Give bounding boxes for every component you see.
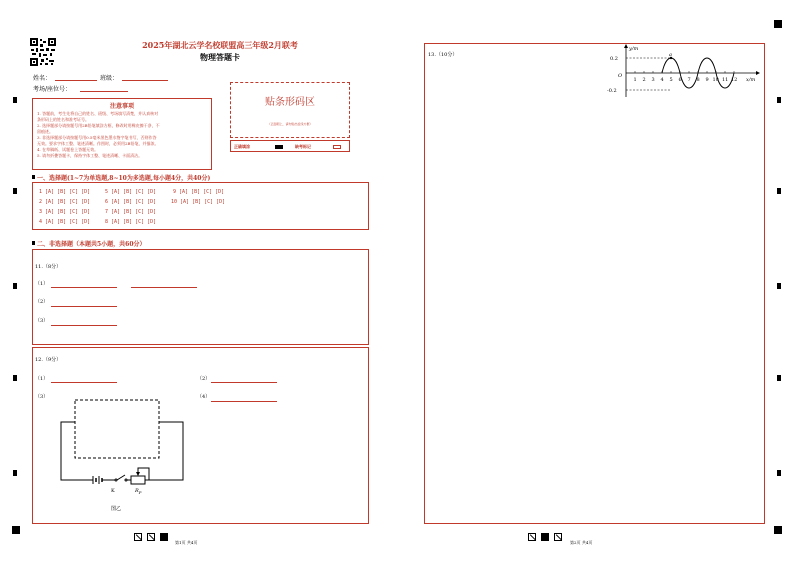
page-number-2: 第2页 共4页 bbox=[570, 540, 593, 545]
page-number-1: 第1页 共4页 bbox=[175, 540, 198, 545]
choice-row[interactable]: 2 [A] [B] [C] [D] bbox=[39, 199, 91, 205]
registration-mark bbox=[13, 375, 17, 381]
section-marker bbox=[32, 175, 35, 179]
absent-mark-label: 缺考标记 bbox=[295, 144, 311, 149]
q12-item: （1） bbox=[35, 376, 49, 382]
circuit-diagram[interactable] bbox=[53, 396, 193, 506]
q12-answer-1[interactable] bbox=[51, 382, 117, 383]
x-tick-label: 3 bbox=[651, 77, 655, 83]
q11-item: （3） bbox=[35, 318, 49, 324]
x-tick-label: 12 bbox=[731, 77, 738, 83]
x-tick-label: 10 bbox=[712, 77, 719, 83]
q12-item: （4） bbox=[197, 394, 211, 400]
q11-answer-2[interactable] bbox=[51, 306, 117, 307]
choice-row[interactable]: 8 [A] [B] [C] [D] bbox=[105, 219, 157, 225]
room-field[interactable] bbox=[80, 91, 128, 92]
corner-mark bbox=[774, 526, 782, 534]
q11-answer-3[interactable] bbox=[51, 325, 117, 326]
page-square bbox=[160, 533, 168, 541]
fill-legend bbox=[230, 140, 350, 152]
barcode-title: 贴条形码区 bbox=[265, 97, 315, 108]
q12-answer-4[interactable] bbox=[211, 401, 277, 402]
q12-item: （3） bbox=[35, 394, 49, 400]
registration-mark bbox=[777, 188, 781, 194]
notice-line: 4. 在草稿纸、试题卷上答题无效。 bbox=[37, 147, 99, 152]
choice-box bbox=[32, 182, 369, 230]
choice-row[interactable]: 10 [A] [B] [C] [D] bbox=[171, 199, 226, 205]
notice-line: 3. 非选择题部分请按题号用0.5毫米黑色墨水签字笔书写，否则作答 bbox=[37, 135, 157, 140]
origin-label: O bbox=[618, 73, 623, 79]
switch-label: K bbox=[111, 488, 115, 494]
absent-mark-box[interactable] bbox=[333, 145, 341, 149]
q12-item: （2） bbox=[197, 376, 211, 382]
point-a-label: a bbox=[669, 52, 672, 58]
x-tick-label: 6 bbox=[678, 77, 682, 83]
registration-mark bbox=[13, 188, 17, 194]
exam-subtitle: 物理答题卡 bbox=[200, 52, 240, 62]
notice-title: 注意事项 bbox=[109, 103, 134, 110]
barcode-note: （正面朝上，请勿贴出虚线方框） bbox=[267, 122, 313, 126]
y-axis-label: y/m bbox=[629, 46, 639, 52]
notice-line: 条形码上的姓名和准考证号。 bbox=[37, 117, 89, 122]
q13-box bbox=[424, 43, 765, 524]
correct-fill-label: 正确填涂 bbox=[234, 144, 250, 149]
x-tick-label: 5 bbox=[669, 77, 673, 83]
registration-mark bbox=[777, 283, 781, 289]
resistor-label bbox=[135, 488, 141, 495]
class-field[interactable] bbox=[122, 80, 168, 81]
correct-fill-sample bbox=[275, 145, 283, 149]
page-checkbox bbox=[134, 533, 142, 541]
q11-title: 11.（8分） bbox=[35, 264, 62, 270]
y-tick-label: -0.2 bbox=[607, 88, 617, 94]
registration-mark bbox=[777, 97, 781, 103]
notice-lines bbox=[33, 110, 211, 160]
page-checkbox bbox=[554, 533, 562, 541]
choice-row[interactable]: 5 [A] [B] [C] [D] bbox=[105, 189, 157, 195]
q11-item: （1） bbox=[35, 281, 49, 287]
choice-row[interactable]: 9 [A] [B] [C] [D] bbox=[173, 189, 225, 195]
choice-row[interactable]: 3 [A] [B] [C] [D] bbox=[39, 209, 91, 215]
x-tick-label: 11 bbox=[722, 77, 729, 83]
resistor-subscript: P bbox=[138, 490, 142, 495]
choice-row[interactable]: 6 [A] [B] [C] [D] bbox=[105, 199, 157, 205]
x-tick-label: 4 bbox=[660, 77, 664, 83]
resistor-symbol: R bbox=[135, 488, 139, 494]
q11-item: （2） bbox=[35, 299, 49, 305]
exam-title: 2025年湖北云学名校联盟高三年级2月联考 bbox=[142, 40, 298, 50]
wave-graph bbox=[604, 43, 764, 99]
q13-title: 13.（10分） bbox=[428, 52, 458, 58]
class-label: 班级： bbox=[100, 75, 119, 82]
q12-answer-2[interactable] bbox=[211, 382, 277, 383]
page-checkbox bbox=[528, 533, 536, 541]
name-label: 姓名： bbox=[33, 75, 52, 82]
section-marker bbox=[32, 241, 35, 245]
choice-row[interactable]: 7 [A] [B] [C] [D] bbox=[105, 209, 157, 215]
q12-title: 12.（9分） bbox=[35, 357, 62, 363]
notice-line: 无效。要求字体工整、笔迹清晰。作图时，必须用2B铅笔，并描浓。 bbox=[37, 141, 159, 146]
qr-code bbox=[30, 38, 56, 66]
q11-answer-1b[interactable] bbox=[131, 287, 197, 288]
x-tick-label: 2 bbox=[642, 77, 646, 83]
q12-box bbox=[32, 347, 369, 524]
registration-mark bbox=[13, 283, 17, 289]
registration-mark bbox=[777, 375, 781, 381]
corner-mark bbox=[774, 20, 782, 28]
section1-title: 一、选择题(1~7为单选题,8~10为多选题,每小题4分，共40分) bbox=[37, 175, 211, 182]
q11-box bbox=[32, 249, 369, 345]
x-tick-labels bbox=[634, 77, 738, 83]
x-tick-label: 9 bbox=[705, 77, 709, 83]
room-label: 考场/座位号： bbox=[33, 86, 72, 93]
registration-mark bbox=[13, 97, 17, 103]
choice-row[interactable]: 4 [A] [B] [C] [D] bbox=[39, 219, 91, 225]
barcode-area bbox=[230, 82, 350, 138]
registration-mark bbox=[777, 470, 781, 476]
page-square bbox=[541, 533, 549, 541]
x-axis-label: x/m bbox=[746, 77, 756, 83]
notice-line: 5. 请勿折叠答题卡，保持字体工整、笔迹清晰、卡面清洁。 bbox=[37, 153, 143, 158]
page-checkbox bbox=[147, 533, 155, 541]
notice-line: 留痕迹。 bbox=[37, 129, 53, 134]
notice-line: 2. 选择题部分请按题号用2B铅笔填涂方框，修改时用橡皮擦干净，不 bbox=[37, 123, 160, 128]
corner-mark bbox=[12, 526, 20, 534]
figure-caption: 图乙 bbox=[111, 506, 122, 512]
notice-line: 1. 答题前，考生先将自己的姓名、班级、考场填写清楚，并认真核对 bbox=[37, 111, 159, 116]
x-tick-label: 1 bbox=[633, 77, 637, 83]
x-tick-label: 8 bbox=[696, 77, 700, 83]
name-field[interactable] bbox=[55, 80, 97, 81]
q11-answer-1a[interactable] bbox=[51, 287, 117, 288]
section2-title: 二、非选择题（本题共5小题，共60分） bbox=[37, 241, 146, 248]
registration-mark bbox=[13, 470, 17, 476]
x-tick-label: 7 bbox=[687, 77, 691, 83]
choice-row[interactable]: 1 [A] [B] [C] [D] bbox=[39, 189, 91, 195]
notice-box bbox=[32, 98, 212, 170]
y-tick-label: 0.2 bbox=[610, 56, 618, 62]
